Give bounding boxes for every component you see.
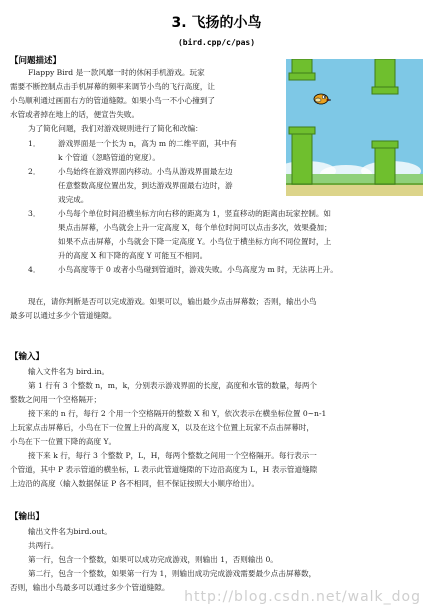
- text-line: 个管道，其中 P 表示管道的横坐标，L 表示此管道缝隙的下边沿高度为 L，H 表示管道缝隙: [10, 465, 318, 474]
- rule-text-line: 如果不点击屏幕，小鸟就会下降一定高度 Y。小鸟位于横坐标方向不同位置时，上: [58, 237, 332, 246]
- rule-number: 2．: [28, 167, 41, 176]
- rule-text-line: 游戏界面是一个长为 n，高为 m 的二维平面，其中有: [58, 139, 237, 148]
- text-line: 输入文件名为 bird.in。: [28, 367, 110, 376]
- text-line: 为了简化问题，我们对游戏规则进行了简化和改编：: [28, 124, 203, 133]
- rule-number: 3．: [28, 209, 41, 218]
- rule-text-line: 任意整数高度位置出发，到达游戏界面最右边时，游: [58, 181, 233, 190]
- text-line: 小鸟顺利通过画面右方的管道缝隙。如果小鸟一不小心撞到了: [10, 96, 216, 105]
- section-heading-output: 【输出】: [10, 512, 45, 522]
- text-line: Flappy Bird 是一款风靡一时的休闲手机游戏。玩家: [28, 68, 205, 77]
- text-line: 接下来的 n 行，每行 2 个用一个空格隔开的整数 X 和 Y，依次表示在横坐标位置 0~n-1: [28, 409, 327, 418]
- text-line: 第二行，包含一个整数，如果第一行为 1，则输出成功完成游戏需要最少点击屏幕数，: [28, 569, 317, 578]
- game-scene-image: [286, 59, 423, 196]
- text-line: 需要不断控制点击手机屏幕的频率来调节小鸟的飞行高度，让: [10, 82, 216, 91]
- rule-text-line: k 个管道（忽略管道的宽度）。: [58, 153, 160, 162]
- text-line: 现在，请你判断是否可以完成游戏。如果可以，输出最少点击屏幕数；否则，输出小鸟: [28, 297, 317, 306]
- text-line: 最多可以通过多少个管道缝隙。: [10, 311, 117, 320]
- section-heading-problem: 【问题描述】: [10, 56, 62, 66]
- text-line: 第一行，包含一个整数，如果可以成功完成游戏，则输出 1，否则输出 0。: [28, 555, 278, 564]
- text-line: 上玩家点击屏幕后，小鸟在下一位置上升的高度 X，以及在这个位置上玩家不点击屏幕时，: [10, 423, 314, 432]
- text-line: 整数之间用一个空格隔开；: [10, 395, 102, 404]
- rule-number: 4．: [28, 265, 41, 274]
- text-line: 第 1 行有 3 个整数 n，m，k，分别表示游戏界面的长度，高度和水管的数量，每两个: [28, 381, 318, 390]
- page-title: 3. 飞扬的小鸟: [171, 15, 262, 31]
- rule-text-line: 果点击屏幕，小鸟就会上升一定高度 X，每个单位时间可以点击多次，效果叠加；: [58, 223, 332, 232]
- flappy-bird-illustration: [286, 59, 423, 196]
- section-heading-input: 【输入】: [10, 352, 45, 362]
- text-line: 共两行。: [28, 541, 59, 550]
- rule-number: 1．: [28, 139, 41, 148]
- rule-text-line: 小鸟每个单位时间沿横坐标方向右移的距离为 1，竖直移动的距离由玩家控制。如: [58, 209, 332, 218]
- source-filenames: (bird.cpp/c/pas): [177, 38, 256, 47]
- rule-text-line: 小鸟始终在游戏界面内移动。小鸟从游戏界面最左边: [58, 167, 233, 176]
- text-line: 否则，输出小鸟最多可以通过多少个管道缝隙。: [10, 583, 170, 592]
- rule-text-line: 戏完成。: [58, 195, 89, 204]
- text-line: 输出文件名为bird.out。: [28, 527, 112, 536]
- text-line: 小鸟在下一位置下降的高度 Y。: [10, 437, 117, 446]
- rule-text-line: 升的高度 X 和下降的高度 Y 可能互不相同。: [58, 251, 208, 260]
- watermark-url: http://blog.csdn.net/walk_dog: [184, 589, 421, 605]
- rule-text-line: 小鸟高度等于 0 或者小鸟碰到管道时，游戏失败。小鸟高度为 m 时，无法再上升。: [58, 265, 338, 274]
- text-line: 接下来 k 行，每行 3 个整数 P，L，H，每两个整数之间用一个空格隔开。每行表示一: [28, 451, 317, 460]
- text-line: 上边沿的高度（输入数据保证 P 各不相同，但不保证按照大小顺序给出）。: [10, 479, 260, 488]
- text-line: 水管或者掉在地上的话，便宣告失败。: [10, 110, 140, 119]
